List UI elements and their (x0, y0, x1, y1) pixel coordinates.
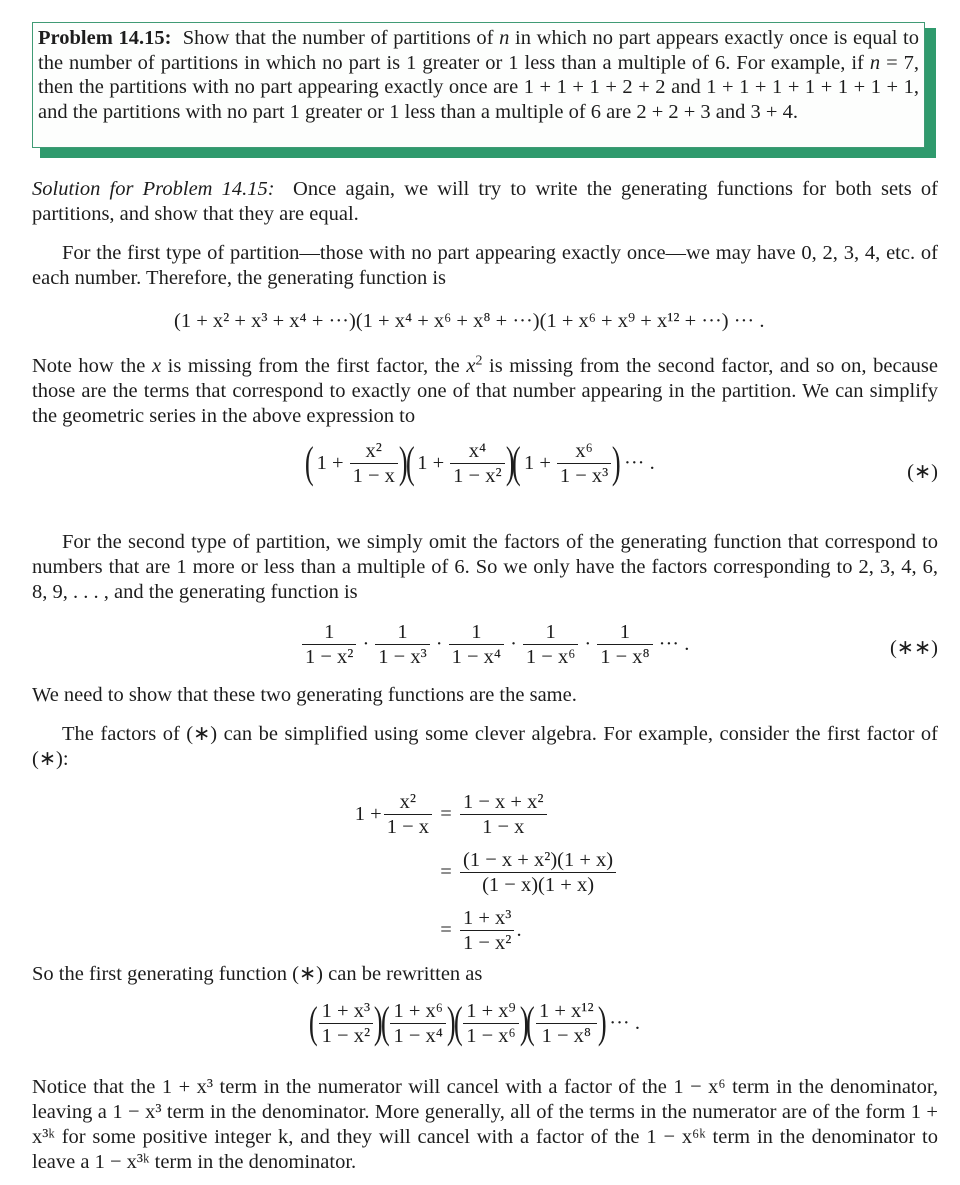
equals-sign: = (440, 918, 452, 941)
problem-label: Problem 14.15: (38, 27, 172, 49)
equation-tag-star: (∗) (907, 461, 938, 483)
numerator: x² (365, 439, 382, 462)
fraction (319, 999, 373, 1048)
paragraph-factors: The factors of (∗) can be simplified using some clever algebra. For example, consider the first factor of (∗): (32, 723, 938, 770)
denominator: 1 − x² (302, 644, 356, 669)
numerator: 1 + x³ (463, 906, 512, 929)
denominator: 1 − x³ (375, 644, 429, 669)
denominator: 1 − x⁶ (463, 1023, 518, 1048)
numerator: 1 (619, 621, 631, 643)
denominator: 1 − x (460, 814, 547, 839)
one-plus: 1 + (417, 451, 445, 474)
fraction (384, 790, 432, 839)
fraction (460, 790, 547, 839)
denominator: 1 − x (350, 463, 398, 488)
ellipsis: ··· . (658, 633, 690, 655)
denominator: 1 − x² (450, 463, 504, 488)
equation-simplification (352, 785, 618, 959)
numerator: 1 − x + x² (463, 790, 544, 813)
right-paren: ) (505, 438, 515, 487)
variable-n: n (869, 51, 881, 74)
numerator: 1 + x³ (321, 999, 371, 1022)
numerator: 1 + x¹² (539, 999, 594, 1022)
denominator: (1 − x)(1 + x) (460, 872, 616, 897)
paragraph-notice: Notice that the 1 + x³ term in the numerator will cancel with a factor of the 1 − x⁶ term in the denominator, leaving a 1 − x³ term in the denominator. More generally, all of the terms in the numerator are of the form 1 + x³ᵏ for some positive integer k, and they will cancel with a factor of the 1 − x⁶ᵏ term in the denominator to leave a 1 − x³ᵏ term in the denominator. (32, 1076, 938, 1173)
paragraph-rewritten: So the first generating function (∗) can be rewritten as (32, 963, 483, 985)
right-paren: ) (398, 438, 408, 487)
dot-operator: · (584, 633, 592, 655)
problem-text-3: = 7, then the partitions with no part appearing exactly once are 1 + 1 + 1 + 2 + 2 and 1 + 1 + 1 + 1 + 1 + 1 + 1, and the partitions with no part 1 greater or 1 less than a multiple of 6 are 2 + 2 + 3 and 3 + 4. (38, 51, 919, 123)
left-paren: ( (453, 998, 463, 1047)
right-paren: ) (374, 998, 383, 1047)
problem-text-2: in which no part appears exactly once is equal to the number of partitions in which no part is 1 greater or 1 less than a multiple of 6. For example, if (38, 27, 920, 74)
left-paren: ( (308, 998, 318, 1047)
dot-operator: · (435, 633, 443, 655)
paragraph-second-type: For the second type of partition, we simply omit the factors of the generating function that correspond to numbers that are 1 more or less than a multiple of 6. So we only have the factors corresponding to 2, 3, 4, 6, 8, 9, . . . , and the generating function is (32, 531, 938, 603)
fraction (449, 620, 504, 669)
denominator: 1 − x⁴ (390, 1023, 445, 1048)
denominator: 1 − x² (460, 930, 514, 955)
numerator: 1 (471, 621, 482, 643)
variable-n: n (499, 27, 510, 49)
denominator: 1 − x (384, 814, 432, 839)
one-plus: 1 + (523, 451, 551, 474)
note-text-a: Note how the (32, 355, 152, 377)
denominator: 1 − x² (319, 1023, 373, 1048)
fraction (350, 439, 398, 488)
equation-rewritten (310, 998, 644, 1048)
numerator: 1 + x⁹ (466, 999, 516, 1022)
one-plus: 1 + (354, 802, 382, 825)
equals-sign: = (440, 860, 452, 883)
fraction (460, 848, 616, 897)
paragraph-need-to-show: We need to show that these two generating functions are the same. (32, 684, 577, 706)
denominator: 1 − x⁶ (523, 644, 578, 669)
solution-intro (32, 177, 938, 227)
equation-line (352, 785, 618, 843)
note-text-b: is missing from the first factor, the (161, 355, 467, 377)
right-paren: ) (597, 998, 607, 1047)
fraction (523, 620, 578, 669)
equation-double-star (300, 620, 693, 669)
right-paren: ) (446, 998, 456, 1047)
left-paren: ( (304, 438, 314, 487)
fraction (463, 999, 518, 1048)
dot-operator: · (510, 633, 517, 655)
fraction (460, 906, 514, 955)
numerator: x⁶ (575, 439, 593, 462)
numerator: 1 (397, 621, 408, 643)
fraction (450, 439, 504, 488)
numerator: (1 − x + x²)(1 + x) (463, 848, 614, 871)
equals-sign: = (440, 802, 452, 825)
left-paren: ( (380, 998, 390, 1047)
problem-text-1: Show that the number of partitions of (182, 27, 500, 49)
fraction (557, 439, 611, 488)
fraction (302, 620, 356, 669)
denominator: 1 − x⁴ (449, 644, 504, 669)
variable-x: x (151, 355, 162, 377)
equation-product-series (174, 310, 764, 333)
equation-lhs (352, 790, 434, 839)
numerator: x⁴ (468, 439, 487, 462)
numerator: 1 (324, 621, 335, 643)
paragraph-note (32, 354, 938, 429)
ellipsis: ··· . (609, 1011, 640, 1034)
left-paren: ( (526, 998, 536, 1047)
numerator: 1 (545, 621, 556, 643)
fraction (375, 620, 429, 669)
denominator: 1 − x³ (557, 463, 611, 488)
equation-line (352, 901, 618, 959)
paragraph-first-type: For the first type of partition—those with no part appearing exactly once—we may have 0, 2, 3, 4, etc. of each number. Therefore, the generating function is (32, 242, 938, 289)
variable-x: x (466, 355, 476, 377)
problem-box (32, 22, 925, 148)
ellipsis: ··· . (624, 451, 655, 474)
right-paren: ) (612, 438, 622, 487)
left-paren: ( (512, 438, 522, 487)
note-text-c: is missing from the second factor, and so on, because those are the terms that correspond to exactly one of that number appearing in the partition. We can simplify the geometric series in the above expression to (32, 355, 939, 427)
fraction (536, 999, 597, 1048)
numerator: 1 + x⁶ (393, 999, 443, 1022)
left-paren: ( (405, 438, 415, 487)
denominator: 1 − x⁸ (536, 1023, 597, 1048)
equation-tag-double-star: (∗∗) (889, 637, 938, 659)
equation-line (352, 843, 618, 901)
period: . (516, 918, 522, 941)
fraction (390, 999, 445, 1048)
right-paren: ) (519, 998, 529, 1047)
equation-product-series-text: (1 + x² + x³ + x⁴ + ···)(1 + x⁴ + x⁶ + x⁸ + ···)(1 + x⁶ + x⁹ + x¹² + ···) ··· . (174, 310, 765, 332)
dot-operator: · (362, 633, 370, 655)
one-plus: 1 + (316, 451, 344, 474)
solution-intro-text: Once again, we will try to write the generating functions for both sets of partitions, and show that they are equal. (32, 178, 938, 225)
fraction (597, 620, 652, 669)
numerator: x² (399, 790, 417, 813)
equation-star (306, 438, 659, 488)
exponent: 2 (475, 353, 483, 369)
denominator: 1 − x⁸ (597, 644, 652, 669)
solution-label: Solution for Problem 14.15: (32, 178, 275, 200)
